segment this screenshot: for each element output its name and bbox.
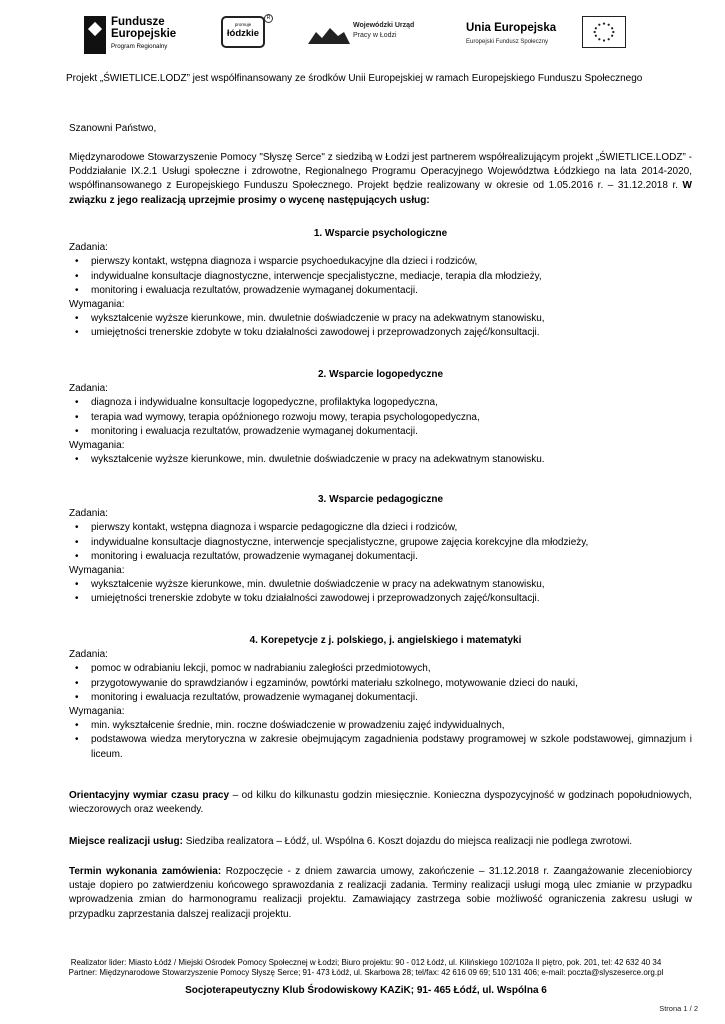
section-psychological-support: [69, 227, 692, 341]
requirements-list: [69, 453, 692, 467]
project-cofinancing-line: Projekt „ŚWIETLICE.LODZ” jest współfinansowany ze środków Unii Europejskiej w ramach Europejskiego Funduszu Społecznego: [66, 73, 643, 84]
wup-logo-line2: Pracy w Łodzi: [353, 32, 397, 39]
list-item: • pierwszy kontakt, wstępna diagnoza i wsparcie pedagogiczne dla dzieci i rodziców,: [69, 521, 692, 535]
footer-line-partner: Partner: Międzynarodowe Stowarzyszenie Pomocy Słyszę Serce; 91- 473 Łódź, ul. Skarbowa 28; tel/fax: 42 616 09 69; 510 131 406; e-mail: poczta@slyszeserce.org.pl: [68, 968, 664, 978]
footer-contact: [36, 958, 696, 979]
list-item: • umiejętności trenerskie zdobyte w toku działalności zawodowej i przeprowadzonych zajęć/konsultacji.: [69, 326, 692, 340]
fundusze-europejskie-logo: [84, 14, 192, 58]
section-title: 2. Wsparcie logopedyczne: [317, 369, 444, 380]
section-speech-therapy: [69, 368, 692, 467]
deadline-text: Rozpoczęcie - z dniem zawarcia umowy, zakończenie – 31.12.2018 r. Zaangażowanie zleceniobiorcy ustaje dopiero po zatwierdzeniu końcowego sprawozdania z realizacji zadania. Terminy realizacji usługi mogą ulec zmianie w przypadku wprowadzenia zmian do harmonogramu realizacji projektu. Zamawiający zastrzega sobie możliwość ograniczenia zakresu usługi w przypadku zaprzestania dalszej realizacji projektu.: [69, 866, 692, 920]
footer-line-lead: Realizator lider: Miasto Łódź / Miejski Ośrodek Pomocy Społecznej w Łodzi; Biuro projektu: 90 - 012 Łódź, ul. Kilińskiego 102/102a II piętro, pok. 201, tel: 42 632 40 34: [70, 958, 662, 967]
list-item: • indywidualne konsultacje diagnostyczne, interwencje specjalistyczne, mediacje, terapia dla młodzieży,: [69, 270, 692, 284]
ue-logo-line1: Unia Europejska: [466, 22, 557, 34]
location-paragraph: [69, 835, 692, 849]
list-item: • wykształcenie wyższe kierunkowe, min. dwuletnie doświadczenie w pracy na adekwatnym stanowisku,: [69, 578, 692, 592]
header-logos: [84, 14, 646, 58]
intro-request: W związku z jego realizacją uprzejmie prosimy o wycenę następujących usług:: [69, 180, 692, 206]
list-item: • pomoc w odrabianiu lekcji, pomoc w nadrabianiu zaległości przedmiotowych,: [69, 662, 692, 676]
tasks-label: Zadania:: [69, 508, 108, 520]
deadline-paragraph: [69, 865, 692, 922]
intro-paragraph: [69, 151, 692, 208]
list-item: • diagnoza i indywidualne konsultacje logopedyczne, profilaktyka logopedyczna,: [69, 396, 692, 410]
work-time-label: Orientacyjny wymiar czasu pracy: [69, 790, 230, 801]
list-item: • wykształcenie wyższe kierunkowe, min. dwuletnie doświadczenie w pracy na adekwatnym stanowisku.: [69, 453, 692, 467]
registered-icon: R: [264, 14, 273, 23]
requirements-list: [69, 719, 692, 762]
list-item: • pierwszy kontakt, wstępna diagnoza i wsparcie psychoedukacyjne dla dzieci i rodziców,: [69, 255, 692, 269]
tasks-list: [69, 662, 692, 705]
list-item: • indywidualne konsultacje diagnostyczne, interwencje specjalistyczne, grupowe zajęcia korekcyjne dla młodzieży,: [69, 536, 692, 550]
list-item: • monitoring i ewaluacja rezultatów, prowadzenie wymaganej dokumentacji.: [69, 550, 692, 564]
tasks-label: Zadania:: [69, 383, 108, 395]
requirements-list: [69, 312, 692, 340]
footer-club-address: Socjoterapeutyczny Klub Środowiskowy KAZiK; 91- 465 Łódź, ul. Wspólna 6: [185, 985, 547, 996]
requirements-label: Wymagania:: [69, 298, 125, 310]
lodz-logo-small: promuje: [234, 22, 252, 27]
fe-logo-line1: Fundusze: [111, 16, 165, 28]
fe-mark-icon: [84, 16, 106, 54]
lodz-logo-big: łódzkie: [226, 28, 260, 39]
tasks-list: [69, 396, 692, 439]
tasks-list: [69, 255, 692, 298]
fe-logo-line3: Program Regionalny: [111, 43, 168, 50]
list-item: • monitoring i ewaluacja rezultatów, prowadzenie wymaganej dokumentacji.: [69, 284, 692, 298]
section-title: 3. Wsparcie pedagogiczne: [317, 494, 444, 505]
intro-text: Międzynarodowe Stowarzyszenie Pomocy "Słyszę Serce" z siedzibą w Łodzi jest partnerem współrealizującym projekt „ŚWIETLICE.LODZ” - Poddziałanie IX.2.1 Usługi społeczne i zdrowotne, Regionalnego Programu Operacyjnego Województwa Łódzkiego na lata 2014-2020, współfinansowanego z Europejskiego Funduszu Społecznego. Projekt będzie realizowany w okresie od 1.05.2016 r. – 31.12.2018 r.: [69, 152, 692, 192]
greeting: Szanowni Państwo,: [69, 123, 157, 134]
section-title: 1. Wsparcie psychologiczne: [313, 228, 448, 239]
page-number: Strona 1 / 2: [659, 1004, 698, 1013]
location-label: Miejsce realizacji usług:: [69, 836, 183, 847]
section-title: 4. Korepetycje z j. polskiego, j. angielskiego i matematyki: [249, 635, 522, 646]
list-item: • monitoring i ewaluacja rezultatów, prowadzenie wymaganej dokumentacji.: [69, 691, 692, 705]
list-item: • wykształcenie wyższe kierunkowe, min. dwuletnie doświadczenie w pracy na adekwatnym stanowisku,: [69, 312, 692, 326]
requirements-label: Wymagania:: [69, 564, 125, 576]
list-item: • monitoring i ewaluacja rezultatów, prowadzenie wymaganej dokumentacji.: [69, 425, 692, 439]
tasks-label: Zadania:: [69, 242, 108, 254]
list-item: • przygotowywanie do sprawdzianów i egzaminów, powtórki materiału szkolnego, motywowanie dzieci do nauki,: [69, 677, 692, 691]
list-item: • podstawowa wiedza merytoryczna w zakresie obejmującym zagadnienia podstawy programowej w szkole podstawowej, gimnazjum i liceum.: [69, 733, 692, 761]
work-time-text: – od kilku do kilkunastu godzin miesięcznie. Konieczna dyspozycyjność w godzinach popołudniowych, wieczorowych oraz weekendy.: [69, 790, 692, 816]
list-item: • umiejętności trenerskie zdobyte w toku działalności zawodowej i przeprowadzonych zajęć/konsultacji.: [69, 592, 692, 606]
list-item: • terapia wad wymowy, terapia opóźnionego rozwoju mowy, terapia psychologopedyczna,: [69, 411, 692, 425]
deadline-label: Termin wykonania zamówienia:: [69, 866, 222, 877]
tasks-list: [69, 521, 692, 564]
requirements-list: [69, 578, 692, 606]
section-tutoring: [69, 634, 692, 762]
work-time-paragraph: [69, 789, 692, 817]
fe-logo-line2: Europejskie: [111, 28, 177, 40]
requirements-label: Wymagania:: [69, 705, 125, 717]
requirements-label: Wymagania:: [69, 439, 125, 451]
wup-logo-line1: Wojewódzki Urząd: [353, 22, 415, 29]
ue-logo-line2: Europejski Fundusz Społeczny: [466, 39, 549, 45]
wup-mark-icon: [308, 26, 350, 46]
tasks-label: Zadania:: [69, 649, 108, 661]
list-item: • min. wykształcenie średnie, min. roczne doświadczenie w prowadzeniu zajęć indywidualnych,: [69, 719, 692, 733]
eu-flag-icon: [582, 16, 626, 48]
section-pedagogical-support: [69, 493, 692, 607]
wup-logo: [308, 18, 434, 52]
promuje-lodzkie-logo: [221, 16, 265, 48]
location-text: Siedziba realizatora – Łódź, ul. Wspólna 6. Koszt dojazdu do miejsca realizacji nie podlega zwrotowi.: [182, 836, 633, 847]
unia-europejska-logo: [464, 16, 646, 54]
